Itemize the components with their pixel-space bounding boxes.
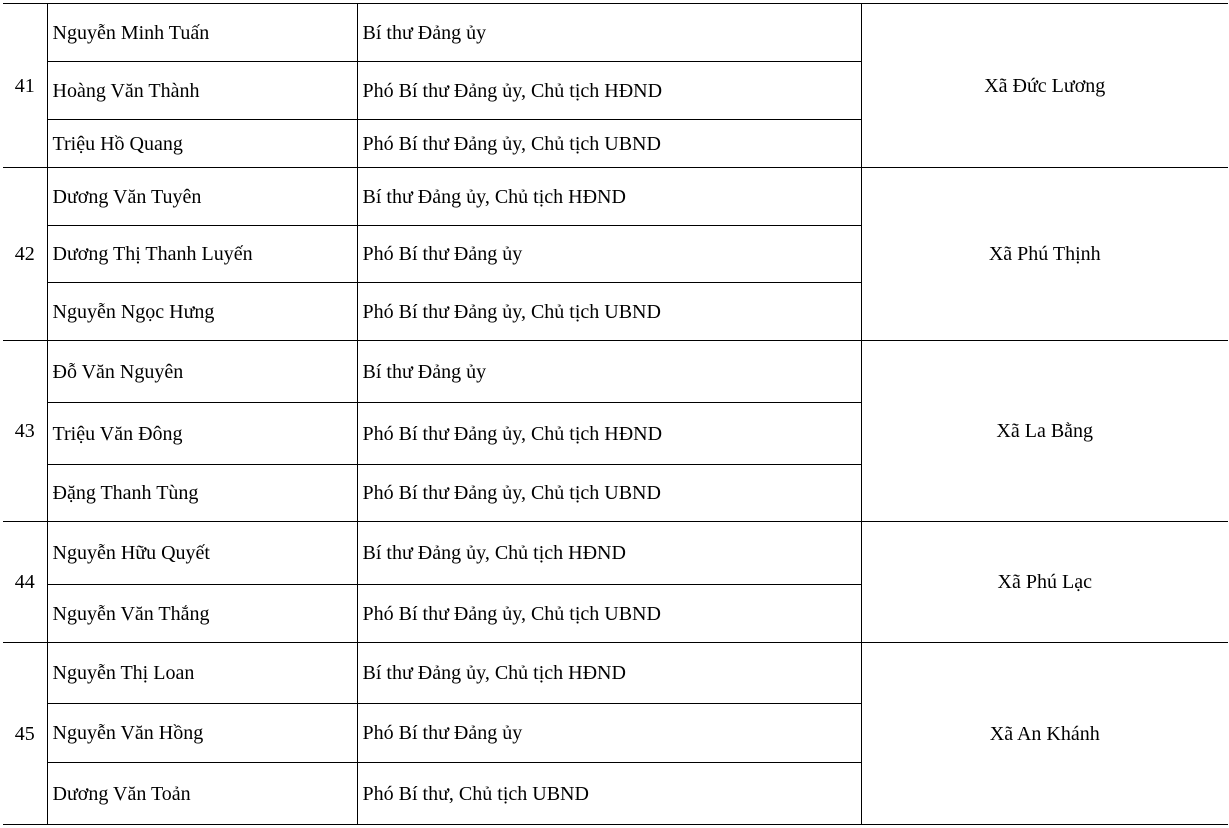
group-number-cell: 44 — [3, 522, 47, 643]
officials-table — [3, 3, 1228, 825]
name-cell: Triệu Văn Đông — [47, 403, 357, 465]
role-cell: Phó Bí thư Đảng ủy, Chủ tịch HĐND — [357, 62, 861, 120]
unit-cell: Xã Phú Lạc — [861, 522, 1228, 643]
unit-cell: Xã Đức Lương — [861, 4, 1228, 168]
table-row — [3, 341, 1228, 403]
unit-cell: Xã La Bằng — [861, 341, 1228, 522]
group-number-cell: 41 — [3, 4, 47, 168]
name-cell: Triệu Hồ Quang — [47, 120, 357, 168]
role-cell: Phó Bí thư Đảng ủy — [357, 704, 861, 763]
table-row — [3, 522, 1228, 585]
role-cell: Phó Bí thư Đảng ủy, Chủ tịch UBND — [357, 120, 861, 168]
name-cell: Nguyễn Minh Tuấn — [47, 4, 357, 62]
unit-cell: Xã Phú Thịnh — [861, 168, 1228, 341]
role-cell: Phó Bí thư Đảng ủy, Chủ tịch UBND — [357, 465, 861, 522]
name-cell: Đỗ Văn Nguyên — [47, 341, 357, 403]
officials-table-body — [3, 4, 1228, 825]
role-cell: Bí thư Đảng ủy, Chủ tịch HĐND — [357, 522, 861, 585]
role-cell: Bí thư Đảng ủy, Chủ tịch HĐND — [357, 643, 861, 704]
name-cell: Nguyễn Ngọc Hưng — [47, 283, 357, 341]
group-number-cell: 45 — [3, 643, 47, 825]
table-row — [3, 168, 1228, 226]
role-cell: Phó Bí thư Đảng ủy, Chủ tịch UBND — [357, 585, 861, 643]
role-cell: Phó Bí thư, Chủ tịch UBND — [357, 763, 861, 825]
role-cell: Phó Bí thư Đảng ủy, Chủ tịch UBND — [357, 283, 861, 341]
table-row — [3, 4, 1228, 62]
role-cell: Phó Bí thư Đảng ủy — [357, 226, 861, 283]
unit-cell: Xã An Khánh — [861, 643, 1228, 825]
name-cell: Nguyễn Văn Thắng — [47, 585, 357, 643]
name-cell: Dương Văn Tuyên — [47, 168, 357, 226]
name-cell: Dương Thị Thanh Luyến — [47, 226, 357, 283]
role-cell: Bí thư Đảng ủy — [357, 4, 861, 62]
table-row — [3, 643, 1228, 704]
role-cell: Phó Bí thư Đảng ủy, Chủ tịch HĐND — [357, 403, 861, 465]
group-number-cell: 43 — [3, 341, 47, 522]
name-cell: Nguyễn Hữu Quyết — [47, 522, 357, 585]
name-cell: Dương Văn Toản — [47, 763, 357, 825]
group-number-cell: 42 — [3, 168, 47, 341]
name-cell: Đặng Thanh Tùng — [47, 465, 357, 522]
name-cell: Nguyễn Văn Hồng — [47, 704, 357, 763]
role-cell: Bí thư Đảng ủy — [357, 341, 861, 403]
role-cell: Bí thư Đảng ủy, Chủ tịch HĐND — [357, 168, 861, 226]
name-cell: Hoàng Văn Thành — [47, 62, 357, 120]
name-cell: Nguyễn Thị Loan — [47, 643, 357, 704]
